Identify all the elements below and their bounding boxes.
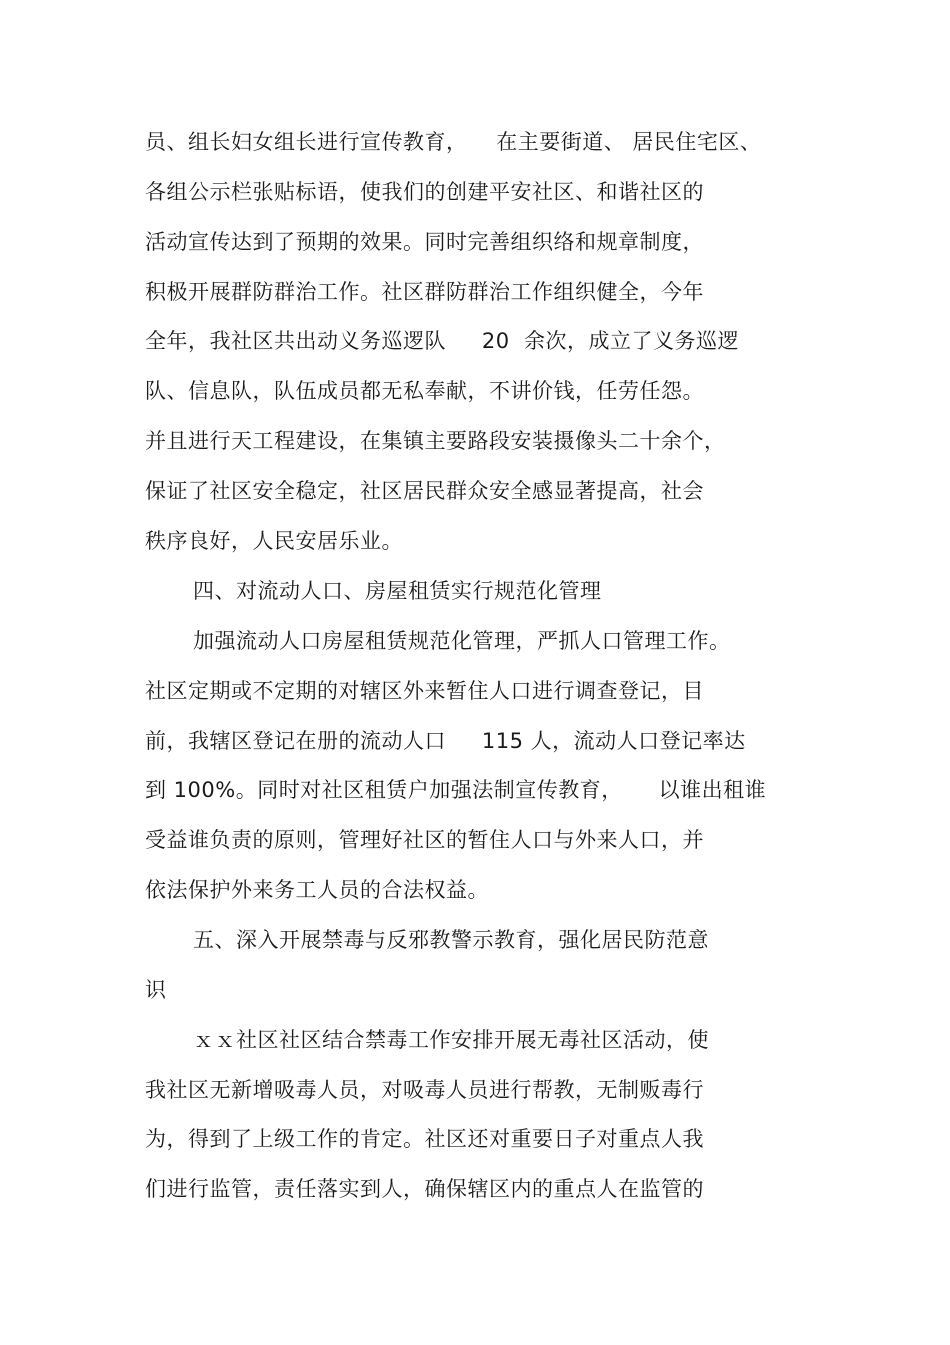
text-line: 受益谁负责的原则，管理好社区的暂住人口与外来人口，并 xyxy=(145,828,704,852)
text-line: 依法保护外来务工人员的合法权益。 xyxy=(145,878,489,902)
text-line: 识 xyxy=(145,978,167,1002)
section-heading: 四、对流动人口、房屋租赁实行规范化管理 xyxy=(193,579,602,603)
text-line: 并且进行天工程建设，在集镇主要路段安装摄像头二十余个， xyxy=(145,429,726,453)
text-line: 前，我辖区登记在册的流动人口 115 人，流动人口登记率达 xyxy=(145,729,746,753)
text-line: 们进行监管，责任落实到人，确保辖区内的重点人在监管的 xyxy=(145,1177,704,1201)
text-line: 队、信息队，队伍成员都无私奉献，不讲价钱，任劳任怨。 xyxy=(145,379,704,403)
text-line: 加强流动人口房屋租赁规范化管理，严抓人口管理工作。 xyxy=(193,629,731,653)
text-line: 全年，我社区共出动义务巡逻队 20 余次，成立了义务巡逻 xyxy=(145,329,739,353)
text-line: 各组公示栏张贴标语，使我们的创建平安社区、和谐社区的 xyxy=(145,180,704,204)
text-line: ｘｘ社区社区结合禁毒工作安排开展无毒社区活动，使 xyxy=(193,1028,709,1052)
text-line: 到 100%。同时对社区租赁户加强法制宣传教育， 以谁出租谁 xyxy=(145,778,767,802)
section-heading: 五、深入开展禁毒与反邪教警示教育，强化居民防范意 xyxy=(193,928,709,952)
text-line: 积极开展群防群治工作。社区群防群治工作组织健全，今年 xyxy=(145,280,704,304)
text-line: 为，得到了上级工作的肯定。社区还对重要日子对重点人我 xyxy=(145,1127,704,1151)
text-line: 员、组长妇女组长进行宣传教育， 在主要街道、 居民住宅区、 xyxy=(145,130,762,154)
text-line: 活动宣传达到了预期的效果。同时完善组织络和规章制度， xyxy=(145,230,704,254)
text-line: 我社区无新增吸毒人员，对吸毒人员进行帮教，无制贩毒行 xyxy=(145,1078,704,1102)
text-line: 保证了社区安全稳定，社区居民群众安全感显著提高，社会 xyxy=(145,479,704,503)
text-line: 社区定期或不定期的对辖区外来暂住人口进行调查登记，目 xyxy=(145,679,704,703)
text-line: 秩序良好，人民安居乐业。 xyxy=(145,529,403,553)
